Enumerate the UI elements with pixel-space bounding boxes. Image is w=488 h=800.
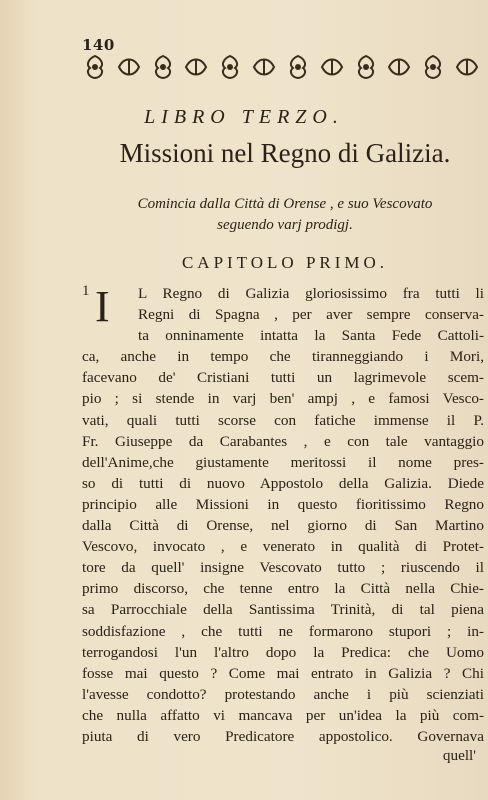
text-line: ca, anche in tempo che tiranneggiando i Mori, [82,348,484,366]
ornament-unit-icon [285,53,311,81]
text-line: ta onninamente intatta la Santa Fede Cattoli- [138,327,484,345]
floral-headpiece-icon [82,52,480,82]
ornament-unit-icon [116,53,142,81]
chapter-heading: CAPITOLO PRIMO. [181,253,389,272]
chapter-subtitle [82,194,488,236]
text-line: dalla Città di Orense, nel giorno di San Martino [82,517,484,535]
chapter-title: Missioni nel Regno di Galizia. [119,138,451,168]
paragraph-number: 1 [82,283,90,299]
ornament-unit-icon [82,53,108,81]
text-line: fosse mai questo ? Come mai entrato in Galizia ? Chi [82,664,484,682]
text-line: L Regno di Galizia gloriosissimo fra tutti li [138,285,484,302]
text-line: Fr. Giuseppe da Carabantes , e con tale vantaggio [82,432,484,450]
ornament-unit-icon [183,53,209,81]
text-line: primo discorso, che tenne entro la Città nella Chie- [82,580,484,598]
ornament-unit-icon [353,53,379,81]
text-line: sa Parrocchiale della Santissima Trinità, di tal piena [82,601,484,619]
text-line: facevano de' Cristiani tutti un lagrimevole scem- [82,369,484,387]
text-line: dell'Anime,che giustamente meritossi il nome pres- [82,453,484,471]
subtitle-line: seguendo varj prodigj. [217,217,353,233]
book-title: LIBRO TERZO. [144,106,344,128]
text-line: Vescovo, invocato , e venerato in qualità di Protet- [82,538,484,556]
text-line: so di tutti di nuovo Appostolo della Galizia. Diede [82,474,484,492]
page-number: 140 [82,36,115,54]
drop-cap: I [95,282,110,331]
text-line: tore da quell' insigne Vescovato tutto ; riuscendo il [82,559,484,577]
text-line: piuta di vero Predicatore appostolico. Governava [82,727,484,745]
ornament-unit-icon [454,53,480,81]
ornament-unit-icon [251,53,277,81]
ornament-unit-icon [386,53,412,81]
text-line: l'avesse condotto? protestando anche i più scienziati [82,685,484,703]
first-paragraph-opening [82,282,484,331]
body-text [82,283,484,765]
ornament-unit-icon [150,53,176,81]
subtitle-line: Comincia dalla Città di Orense , e suo Vescovato [137,196,433,212]
text-line: soddisfazione , che tutti ne formarono stupori ; in- [82,622,484,640]
text-line: terrogandosi l'un l'altro dopo la Predica: che Uomo [82,643,484,661]
text-line: principio alle Missioni in questo fioritissimo Regno [82,495,484,513]
text-line: che nulla affatto vi mancava per un'idea la più com- [82,706,484,724]
text-line: vati, quali tutti scorse con fatiche immense il P. [82,411,484,429]
ornament-unit-icon [319,53,345,81]
text-line: pio ; si stende in varj ben' ampj , e famosi Vesco- [82,390,484,408]
ornament-unit-icon [420,53,446,81]
catchword: quell' [442,747,476,765]
text-line: Regni di Spagna , per aver sempre conserva- [138,306,484,324]
ornament-unit-icon [217,53,243,81]
